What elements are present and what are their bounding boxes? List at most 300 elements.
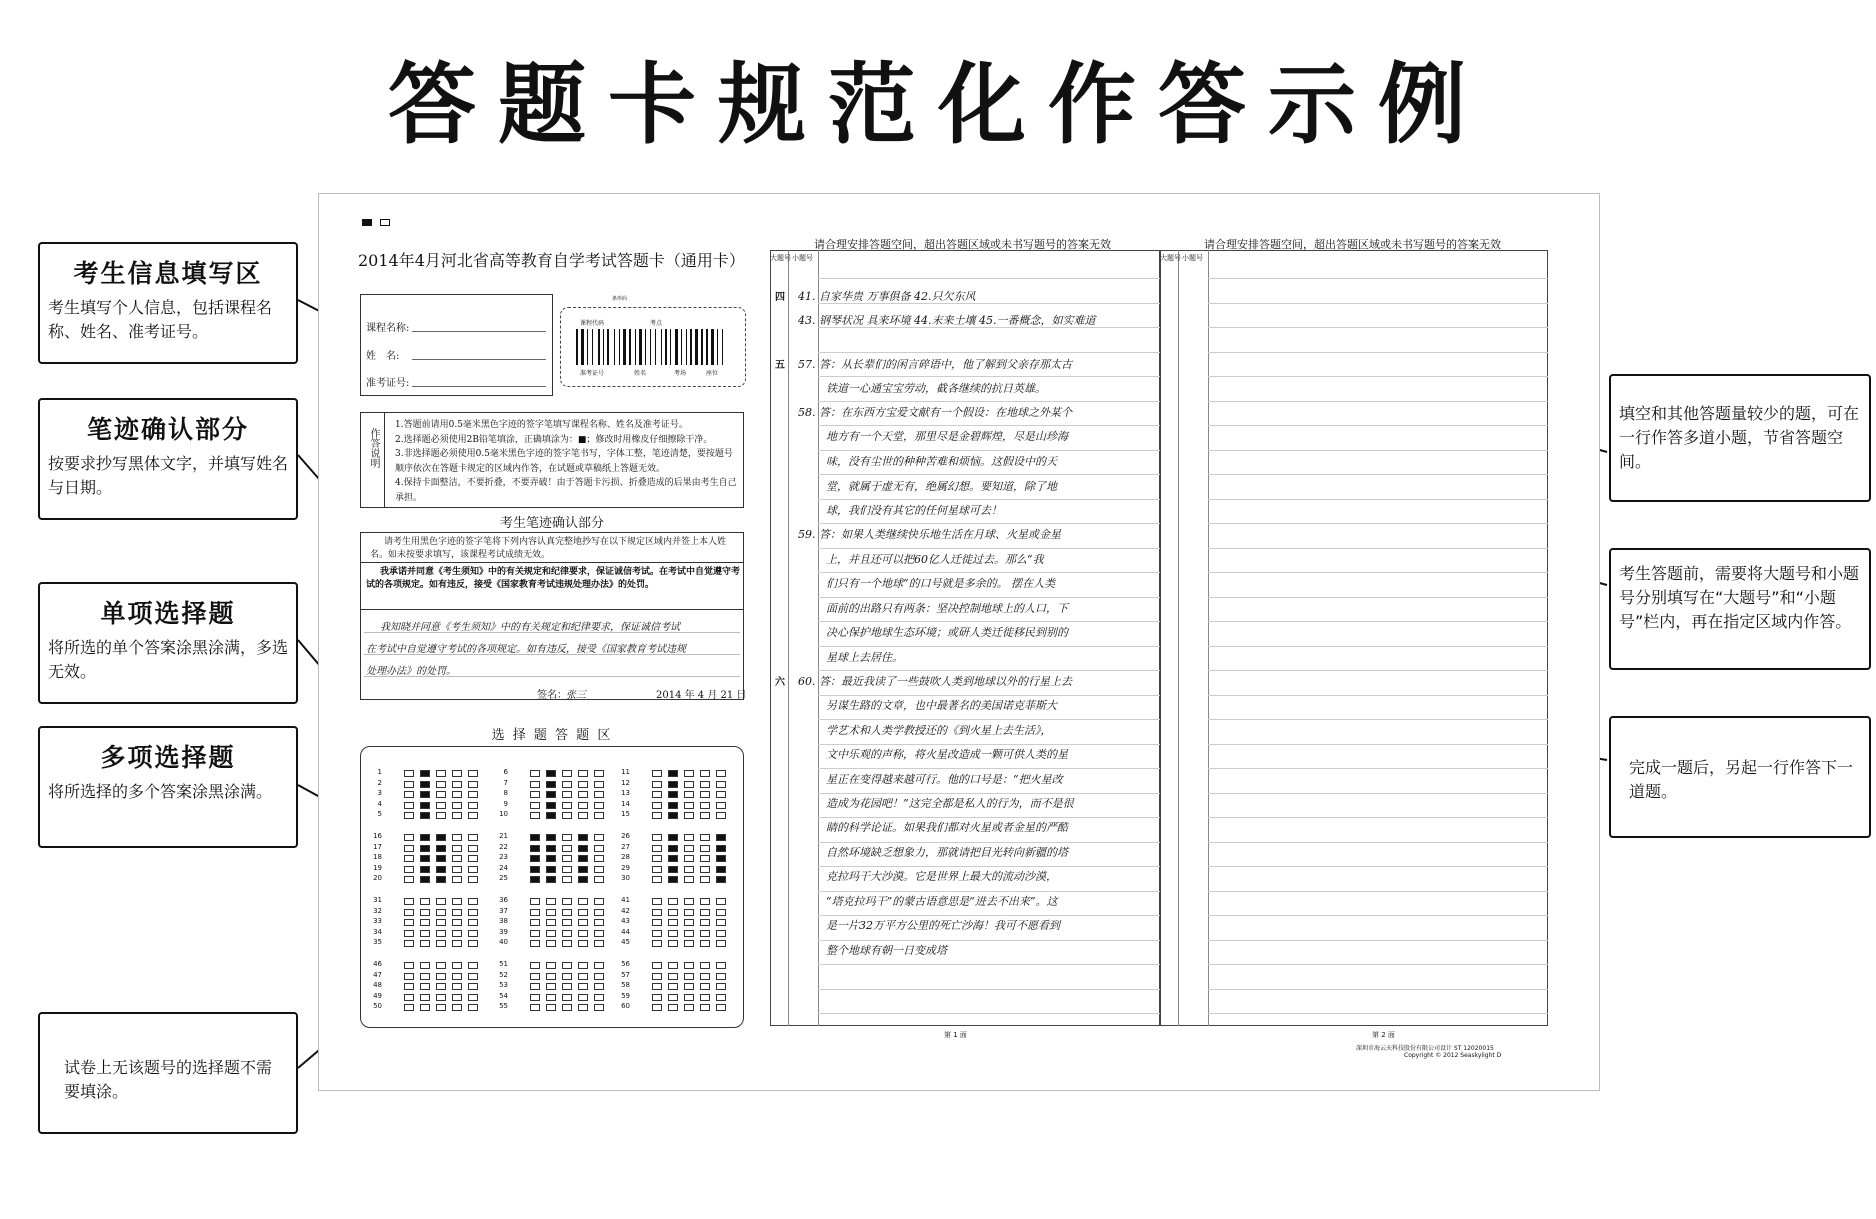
choice-bubble[interactable] <box>452 855 462 862</box>
choice-bubble[interactable] <box>420 930 430 937</box>
choice-bubble[interactable] <box>468 855 478 862</box>
choice-bubble[interactable] <box>404 834 414 841</box>
choice-bubble[interactable] <box>684 812 694 819</box>
choice-bubble[interactable] <box>468 770 478 777</box>
choice-bubble[interactable] <box>468 983 478 990</box>
choice-bubble[interactable] <box>452 802 462 809</box>
choice-bubble[interactable] <box>652 983 662 990</box>
choice-bubble[interactable] <box>652 930 662 937</box>
choice-bubble[interactable] <box>420 909 430 916</box>
choice-bubble[interactable] <box>652 876 662 883</box>
choice-bubble[interactable] <box>546 876 556 883</box>
choice-bubble[interactable] <box>700 1004 710 1011</box>
choice-bubble[interactable] <box>404 855 414 862</box>
choice-bubble[interactable] <box>668 834 678 841</box>
choice-bubble[interactable] <box>668 876 678 883</box>
choice-bubble[interactable] <box>716 919 726 926</box>
field-course-input[interactable] <box>412 331 546 332</box>
choice-bubble[interactable] <box>578 1004 588 1011</box>
choice-bubble[interactable] <box>578 898 588 905</box>
choice-bubble[interactable] <box>700 962 710 969</box>
choice-bubble[interactable] <box>404 802 414 809</box>
choice-bubble[interactable] <box>562 876 572 883</box>
field-name-input[interactable] <box>412 359 546 360</box>
choice-bubble[interactable] <box>546 845 556 852</box>
choice-bubble[interactable] <box>684 770 694 777</box>
choice-bubble[interactable] <box>436 940 446 947</box>
choice-bubble[interactable] <box>436 898 446 905</box>
choice-bubble[interactable] <box>594 973 604 980</box>
choice-bubble[interactable] <box>452 770 462 777</box>
choice-bubble[interactable] <box>420 866 430 873</box>
choice-bubble[interactable] <box>468 812 478 819</box>
choice-bubble[interactable] <box>716 962 726 969</box>
choice-bubble[interactable] <box>684 1004 694 1011</box>
choice-bubble[interactable] <box>652 812 662 819</box>
choice-bubble[interactable] <box>420 781 430 788</box>
choice-bubble[interactable] <box>468 876 478 883</box>
choice-bubble[interactable] <box>468 973 478 980</box>
choice-bubble[interactable] <box>594 781 604 788</box>
choice-bubble[interactable] <box>594 962 604 969</box>
choice-bubble[interactable] <box>452 983 462 990</box>
choice-bubble[interactable] <box>578 983 588 990</box>
choice-bubble[interactable] <box>562 898 572 905</box>
choice-bubble[interactable] <box>452 845 462 852</box>
choice-bubble[interactable] <box>668 802 678 809</box>
choice-bubble[interactable] <box>436 973 446 980</box>
choice-bubble[interactable] <box>404 812 414 819</box>
choice-bubble[interactable] <box>546 866 556 873</box>
choice-bubble[interactable] <box>652 791 662 798</box>
choice-bubble[interactable] <box>530 994 540 1001</box>
choice-bubble[interactable] <box>530 919 540 926</box>
choice-bubble[interactable] <box>420 1004 430 1011</box>
choice-bubble[interactable] <box>468 802 478 809</box>
choice-bubble[interactable] <box>404 994 414 1001</box>
choice-bubble[interactable] <box>668 919 678 926</box>
choice-bubble[interactable] <box>716 930 726 937</box>
choice-bubble[interactable] <box>700 930 710 937</box>
choice-bubble[interactable] <box>546 930 556 937</box>
choice-bubble[interactable] <box>668 898 678 905</box>
choice-bubble[interactable] <box>546 940 556 947</box>
choice-bubble[interactable] <box>420 791 430 798</box>
choice-bubble[interactable] <box>700 909 710 916</box>
choice-bubble[interactable] <box>594 909 604 916</box>
choice-bubble[interactable] <box>420 898 430 905</box>
choice-bubble[interactable] <box>530 983 540 990</box>
choice-bubble[interactable] <box>452 781 462 788</box>
choice-bubble[interactable] <box>436 845 446 852</box>
choice-bubble[interactable] <box>404 845 414 852</box>
choice-bubble[interactable] <box>562 973 572 980</box>
choice-bubble[interactable] <box>716 876 726 883</box>
choice-bubble[interactable] <box>562 802 572 809</box>
choice-bubble[interactable] <box>684 973 694 980</box>
choice-bubble[interactable] <box>668 1004 678 1011</box>
choice-bubble[interactable] <box>652 781 662 788</box>
choice-bubble[interactable] <box>468 994 478 1001</box>
choice-bubble[interactable] <box>700 770 710 777</box>
choice-bubble[interactable] <box>700 898 710 905</box>
choice-bubble[interactable] <box>420 983 430 990</box>
choice-bubble[interactable] <box>404 770 414 777</box>
choice-bubble[interactable] <box>546 973 556 980</box>
choice-bubble[interactable] <box>668 909 678 916</box>
choice-bubble[interactable] <box>404 791 414 798</box>
choice-bubble[interactable] <box>436 834 446 841</box>
choice-bubble[interactable] <box>594 940 604 947</box>
choice-bubble[interactable] <box>700 855 710 862</box>
choice-bubble[interactable] <box>530 1004 540 1011</box>
choice-bubble[interactable] <box>452 1004 462 1011</box>
choice-bubble[interactable] <box>700 812 710 819</box>
choice-bubble[interactable] <box>594 983 604 990</box>
choice-bubble[interactable] <box>436 994 446 1001</box>
choice-bubble[interactable] <box>684 994 694 1001</box>
choice-bubble[interactable] <box>530 962 540 969</box>
choice-bubble[interactable] <box>562 812 572 819</box>
choice-bubble[interactable] <box>404 983 414 990</box>
choice-bubble[interactable] <box>404 781 414 788</box>
choice-bubble[interactable] <box>684 898 694 905</box>
choice-bubble[interactable] <box>546 781 556 788</box>
choice-bubble[interactable] <box>578 781 588 788</box>
choice-bubble[interactable] <box>468 909 478 916</box>
choice-bubble[interactable] <box>546 898 556 905</box>
choice-bubble[interactable] <box>578 919 588 926</box>
choice-bubble[interactable] <box>436 866 446 873</box>
choice-bubble[interactable] <box>468 1004 478 1011</box>
choice-bubble[interactable] <box>562 1004 572 1011</box>
choice-bubble[interactable] <box>668 994 678 1001</box>
choice-bubble[interactable] <box>436 855 446 862</box>
choice-bubble[interactable] <box>530 802 540 809</box>
choice-bubble[interactable] <box>404 866 414 873</box>
choice-bubble[interactable] <box>468 834 478 841</box>
choice-bubble[interactable] <box>562 781 572 788</box>
choice-bubble[interactable] <box>594 802 604 809</box>
choice-bubble[interactable] <box>594 845 604 852</box>
choice-bubble[interactable] <box>668 791 678 798</box>
choice-bubble[interactable] <box>436 781 446 788</box>
choice-bubble[interactable] <box>546 994 556 1001</box>
choice-bubble[interactable] <box>530 973 540 980</box>
choice-bubble[interactable] <box>530 898 540 905</box>
choice-bubble[interactable] <box>562 791 572 798</box>
choice-bubble[interactable] <box>452 919 462 926</box>
choice-bubble[interactable] <box>668 812 678 819</box>
choice-bubble[interactable] <box>578 834 588 841</box>
choice-bubble[interactable] <box>468 919 478 926</box>
choice-bubble[interactable] <box>530 930 540 937</box>
choice-bubble[interactable] <box>716 855 726 862</box>
choice-bubble[interactable] <box>436 919 446 926</box>
choice-bubble[interactable] <box>594 834 604 841</box>
choice-bubble[interactable] <box>652 802 662 809</box>
choice-bubble[interactable] <box>436 909 446 916</box>
choice-bubble[interactable] <box>530 812 540 819</box>
choice-bubble[interactable] <box>652 962 662 969</box>
choice-bubble[interactable] <box>578 876 588 883</box>
choice-bubble[interactable] <box>594 898 604 905</box>
choice-bubble[interactable] <box>700 866 710 873</box>
choice-bubble[interactable] <box>420 940 430 947</box>
choice-bubble[interactable] <box>716 940 726 947</box>
choice-bubble[interactable] <box>700 791 710 798</box>
choice-bubble[interactable] <box>652 770 662 777</box>
choice-bubble[interactable] <box>578 770 588 777</box>
choice-bubble[interactable] <box>452 866 462 873</box>
choice-bubble[interactable] <box>684 791 694 798</box>
choice-bubble[interactable] <box>436 812 446 819</box>
choice-bubble[interactable] <box>546 919 556 926</box>
choice-bubble[interactable] <box>436 802 446 809</box>
choice-bubble[interactable] <box>700 973 710 980</box>
choice-bubble[interactable] <box>594 812 604 819</box>
choice-bubble[interactable] <box>684 983 694 990</box>
choice-bubble[interactable] <box>668 866 678 873</box>
choice-bubble[interactable] <box>700 919 710 926</box>
choice-bubble[interactable] <box>716 834 726 841</box>
choice-bubble[interactable] <box>436 1004 446 1011</box>
choice-bubble[interactable] <box>684 845 694 852</box>
choice-bubble[interactable] <box>546 962 556 969</box>
choice-bubble[interactable] <box>700 940 710 947</box>
choice-bubble[interactable] <box>668 930 678 937</box>
choice-bubble[interactable] <box>578 973 588 980</box>
choice-bubble[interactable] <box>652 909 662 916</box>
choice-bubble[interactable] <box>716 994 726 1001</box>
choice-bubble[interactable] <box>452 940 462 947</box>
choice-bubble[interactable] <box>468 898 478 905</box>
choice-bubble[interactable] <box>452 876 462 883</box>
choice-bubble[interactable] <box>594 1004 604 1011</box>
choice-bubble[interactable] <box>578 909 588 916</box>
choice-bubble[interactable] <box>468 962 478 969</box>
choice-bubble[interactable] <box>668 962 678 969</box>
choice-bubble[interactable] <box>716 781 726 788</box>
choice-bubble[interactable] <box>546 791 556 798</box>
choice-bubble[interactable] <box>716 812 726 819</box>
choice-bubble[interactable] <box>546 1004 556 1011</box>
choice-bubble[interactable] <box>530 791 540 798</box>
choice-bubble[interactable] <box>700 994 710 1001</box>
choice-bubble[interactable] <box>578 994 588 1001</box>
choice-bubble[interactable] <box>684 919 694 926</box>
choice-bubble[interactable] <box>404 1004 414 1011</box>
choice-bubble[interactable] <box>700 834 710 841</box>
choice-bubble[interactable] <box>684 940 694 947</box>
choice-bubble[interactable] <box>562 930 572 937</box>
choice-bubble[interactable] <box>716 973 726 980</box>
choice-bubble[interactable] <box>452 994 462 1001</box>
choice-bubble[interactable] <box>594 770 604 777</box>
choice-bubble[interactable] <box>468 781 478 788</box>
choice-bubble[interactable] <box>716 866 726 873</box>
choice-bubble[interactable] <box>716 983 726 990</box>
choice-bubble[interactable] <box>420 994 430 1001</box>
choice-bubble[interactable] <box>652 994 662 1001</box>
choice-bubble[interactable] <box>652 1004 662 1011</box>
choice-bubble[interactable] <box>594 930 604 937</box>
choice-bubble[interactable] <box>684 962 694 969</box>
choice-bubble[interactable] <box>668 770 678 777</box>
choice-bubble[interactable] <box>468 845 478 852</box>
choice-bubble[interactable] <box>468 866 478 873</box>
choice-bubble[interactable] <box>716 791 726 798</box>
choice-bubble[interactable] <box>468 940 478 947</box>
choice-bubble[interactable] <box>668 781 678 788</box>
choice-bubble[interactable] <box>668 940 678 947</box>
choice-bubble[interactable] <box>700 845 710 852</box>
choice-bubble[interactable] <box>404 898 414 905</box>
choice-bubble[interactable] <box>452 930 462 937</box>
choice-bubble[interactable] <box>652 855 662 862</box>
choice-bubble[interactable] <box>684 866 694 873</box>
choice-bubble[interactable] <box>530 770 540 777</box>
choice-bubble[interactable] <box>452 791 462 798</box>
choice-bubble[interactable] <box>530 866 540 873</box>
choice-bubble[interactable] <box>546 770 556 777</box>
choice-bubble[interactable] <box>700 781 710 788</box>
choice-bubble[interactable] <box>530 845 540 852</box>
choice-bubble[interactable] <box>420 973 430 980</box>
choice-bubble[interactable] <box>594 791 604 798</box>
choice-bubble[interactable] <box>578 845 588 852</box>
choice-bubble[interactable] <box>652 919 662 926</box>
choice-bubble[interactable] <box>684 930 694 937</box>
choice-bubble[interactable] <box>452 834 462 841</box>
choice-bubble[interactable] <box>684 909 694 916</box>
choice-bubble[interactable] <box>562 855 572 862</box>
choice-bubble[interactable] <box>562 919 572 926</box>
choice-bubble[interactable] <box>404 930 414 937</box>
choice-bubble[interactable] <box>420 834 430 841</box>
choice-bubble[interactable] <box>452 973 462 980</box>
choice-bubble[interactable] <box>578 866 588 873</box>
choice-bubble[interactable] <box>530 781 540 788</box>
choice-bubble[interactable] <box>562 770 572 777</box>
choice-bubble[interactable] <box>436 791 446 798</box>
choice-bubble[interactable] <box>452 909 462 916</box>
choice-bubble[interactable] <box>468 791 478 798</box>
choice-bubble[interactable] <box>684 802 694 809</box>
choice-bubble[interactable] <box>700 802 710 809</box>
choice-bubble[interactable] <box>562 940 572 947</box>
choice-bubble[interactable] <box>530 940 540 947</box>
choice-bubble[interactable] <box>578 930 588 937</box>
choice-bubble[interactable] <box>436 770 446 777</box>
choice-bubble[interactable] <box>530 855 540 862</box>
choice-bubble[interactable] <box>562 962 572 969</box>
choice-bubble[interactable] <box>652 973 662 980</box>
choice-bubble[interactable] <box>562 983 572 990</box>
choice-bubble[interactable] <box>578 855 588 862</box>
choice-bubble[interactable] <box>546 802 556 809</box>
choice-bubble[interactable] <box>404 962 414 969</box>
choice-bubble[interactable] <box>716 1004 726 1011</box>
choice-bubble[interactable] <box>562 994 572 1001</box>
choice-bubble[interactable] <box>546 834 556 841</box>
choice-bubble[interactable] <box>562 834 572 841</box>
choice-bubble[interactable] <box>668 855 678 862</box>
choice-bubble[interactable] <box>578 940 588 947</box>
choice-bubble[interactable] <box>684 834 694 841</box>
choice-bubble[interactable] <box>668 845 678 852</box>
choice-bubble[interactable] <box>546 909 556 916</box>
choice-bubble[interactable] <box>578 791 588 798</box>
choice-bubble[interactable] <box>404 940 414 947</box>
choice-bubble[interactable] <box>700 983 710 990</box>
choice-bubble[interactable] <box>420 802 430 809</box>
choice-bubble[interactable] <box>700 876 710 883</box>
choice-bubble[interactable] <box>668 983 678 990</box>
choice-bubble[interactable] <box>468 930 478 937</box>
choice-bubble[interactable] <box>652 866 662 873</box>
choice-bubble[interactable] <box>530 876 540 883</box>
choice-bubble[interactable] <box>404 919 414 926</box>
choice-bubble[interactable] <box>716 845 726 852</box>
choice-bubble[interactable] <box>578 962 588 969</box>
choice-bubble[interactable] <box>578 802 588 809</box>
choice-bubble[interactable] <box>530 909 540 916</box>
choice-bubble[interactable] <box>562 845 572 852</box>
choice-bubble[interactable] <box>652 834 662 841</box>
choice-bubble[interactable] <box>420 812 430 819</box>
choice-bubble[interactable] <box>420 919 430 926</box>
choice-bubble[interactable] <box>652 898 662 905</box>
field-id-input[interactable] <box>412 386 546 387</box>
choice-bubble[interactable] <box>668 973 678 980</box>
choice-bubble[interactable] <box>404 973 414 980</box>
choice-bubble[interactable] <box>594 994 604 1001</box>
choice-bubble[interactable] <box>452 898 462 905</box>
choice-bubble[interactable] <box>594 866 604 873</box>
choice-bubble[interactable] <box>546 983 556 990</box>
choice-bubble[interactable] <box>684 781 694 788</box>
choice-bubble[interactable] <box>404 909 414 916</box>
choice-bubble[interactable] <box>716 898 726 905</box>
choice-bubble[interactable] <box>546 812 556 819</box>
choice-bubble[interactable] <box>716 909 726 916</box>
choice-bubble[interactable] <box>716 802 726 809</box>
choice-bubble[interactable] <box>684 855 694 862</box>
choice-bubble[interactable] <box>404 876 414 883</box>
choice-bubble[interactable] <box>578 812 588 819</box>
choice-bubble[interactable] <box>436 930 446 937</box>
choice-bubble[interactable] <box>436 962 446 969</box>
choice-bubble[interactable] <box>716 770 726 777</box>
choice-bubble[interactable] <box>684 876 694 883</box>
choice-bubble[interactable] <box>420 876 430 883</box>
choice-bubble[interactable] <box>420 855 430 862</box>
choice-bubble[interactable] <box>562 909 572 916</box>
choice-bubble[interactable] <box>530 834 540 841</box>
choice-bubble[interactable] <box>546 855 556 862</box>
choice-bubble[interactable] <box>420 770 430 777</box>
choice-bubble[interactable] <box>594 855 604 862</box>
choice-bubble[interactable] <box>562 866 572 873</box>
choice-bubble[interactable] <box>652 845 662 852</box>
choice-bubble[interactable] <box>420 962 430 969</box>
choice-bubble[interactable] <box>594 919 604 926</box>
choice-bubble[interactable] <box>452 962 462 969</box>
choice-bubble[interactable] <box>452 812 462 819</box>
choice-bubble[interactable] <box>420 845 430 852</box>
choice-bubble[interactable] <box>436 876 446 883</box>
